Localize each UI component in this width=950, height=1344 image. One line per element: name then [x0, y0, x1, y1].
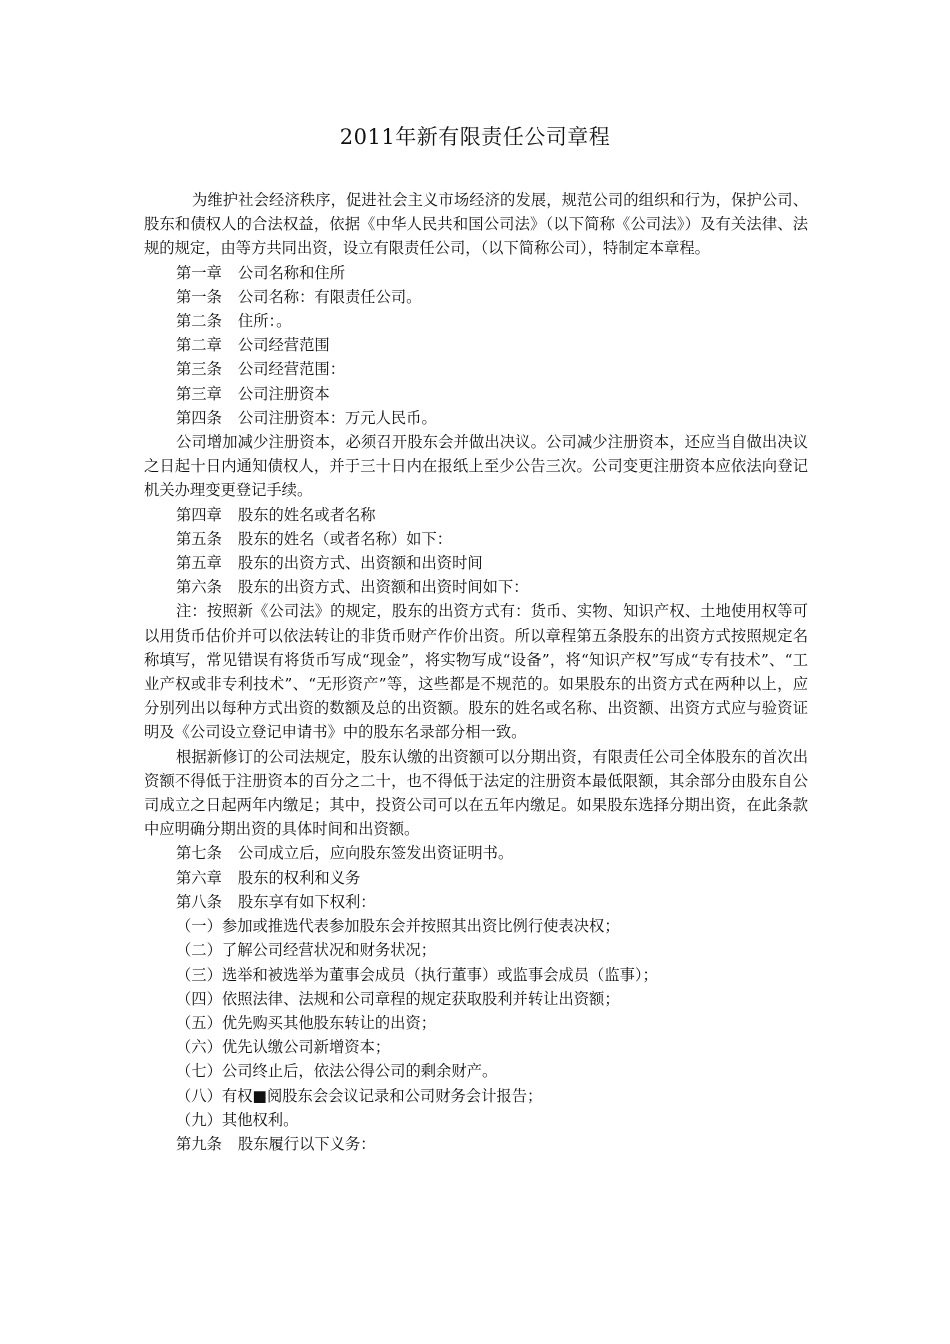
article-number: 第九条 — [176, 1134, 222, 1153]
article-6 — [144, 575, 808, 599]
article-number: 第八条 — [176, 892, 222, 911]
rights-list-item: （三）选举和被选举为董事会成员（执行董事）或监事会成员（监事）； — [176, 965, 658, 984]
chapter-number: 第一章 — [176, 263, 222, 282]
article-7 — [144, 841, 808, 865]
chapter-number: 第二章 — [176, 336, 222, 355]
article-5 — [144, 527, 808, 551]
article-number: 第七条 — [176, 844, 222, 863]
rights-list-item: （一）参加或推选代表参加股东会并按照其出资比例行使表决权； — [176, 917, 620, 936]
rights-list-item: （八）有权■阅股东会会议记录和公司财务会计报告； — [176, 1086, 543, 1105]
capital-change-paragraph: 公司增加减少注册资本，必须召开股东会并做出决议。公司减少注册资本，还应当自做出决议之日起十日内通知债权人，并于三十日内在报纸上至少公告三次。公司变更注册资本应依法向登记机关办理变更登记手续。 — [144, 433, 808, 500]
installment-paragraph: 根据新修订的公司法规定，股东认缴的出资额可以分期出资，有限责任公司全体股东的首次出资额不得低于注册资本的百分之二十，也不得低于法定的注册资本最低限额，其余部分由股东自公司成立之日起两年内缴足；其中，投资公司可以在五年内缴足。如果股东选择分期出资，在此条款中应明确分期出资的具体时间和出资额。 — [144, 747, 808, 839]
chapter-5 — [144, 551, 808, 575]
article-9 — [144, 1132, 808, 1156]
chapter-heading: 股东的姓名或者名称 — [237, 505, 376, 524]
chapter-number: 第五章 — [176, 554, 222, 573]
chapter-heading: 股东的权利和义务 — [237, 868, 361, 887]
rights-list-item: （九）其他权利。 — [176, 1110, 299, 1129]
chapter-number: 第四章 — [176, 505, 222, 524]
note-paragraph: 注：按照新《公司法》的规定，股东的出资方式有：货币、实物、知识产权、土地使用权等可以用货币估价并可以依法转让的非货币财产作价出资。所以章程第五条股东的出资方式按照规定名称填写，常见错误有将货币写成“现金”，将实物写成“设备”，将“知识产权”写成“专有技术”、“工业产权或非专利技术”、“无形资产”等，这些都是不规范的。如果股东的出资方式在两种以上，应分别列出以每种方式出资的数额及总的出资额。股东的姓名或名称、出资额、出资方式应与验资证明及《公司设立登记申请书》中的股东名录部分相一致。 — [144, 602, 808, 742]
article-number: 第二条 — [176, 312, 222, 331]
article-number: 第五条 — [176, 529, 222, 548]
chapter-heading: 公司名称和住所 — [237, 263, 345, 282]
rights-list-item: （七）公司终止后，依法公得公司的剩余财产。 — [176, 1062, 498, 1081]
article-text: 住所：。 — [237, 312, 292, 331]
chapter-heading: 公司经营范围 — [237, 336, 330, 355]
chapter-3 — [144, 382, 808, 406]
article-2 — [144, 309, 808, 333]
chapter-number: 第六章 — [176, 868, 222, 887]
article-text: 股东享有如下权利： — [237, 892, 376, 911]
rights-list-item: （五）优先购买其他股东转让的出资； — [176, 1013, 437, 1032]
article-number: 第三条 — [176, 360, 222, 379]
document-body — [144, 188, 808, 1156]
preamble-paragraph: 为维护社会经济秩序，促进社会主义市场经济的发展，规范公司的组织和行为，保护公司、股东和债权人的合法权益，依据《中华人民共和国公司法》（以下简称《公司法》）及有关法律、法规的规定，由等方共同出资，设立有限责任公司，（以下简称公司），特制定本章程。 — [144, 191, 808, 258]
article-text: 股东履行以下义务： — [237, 1134, 376, 1153]
article-text: 公司名称：有限责任公司。 — [237, 287, 422, 306]
chapter-4 — [144, 503, 808, 527]
article-number: 第四条 — [176, 408, 222, 427]
article-1 — [144, 285, 808, 309]
document-title: 2011年新有限责任公司章程 — [339, 125, 611, 149]
article-3 — [144, 357, 808, 381]
chapter-heading: 公司注册资本 — [237, 384, 330, 403]
rights-list-item: （二）了解公司经营状况和财务状况； — [176, 941, 437, 960]
article-number: 第一条 — [176, 287, 222, 306]
article-number: 第六条 — [176, 578, 222, 597]
article-text: 股东的出资方式、出资额和出资时间如下： — [237, 578, 529, 597]
chapter-6 — [144, 866, 808, 890]
article-8 — [144, 890, 808, 914]
rights-list-item: （四）依照法律、法规和公司章程的规定获取股利并转让出资额； — [176, 989, 620, 1008]
article-4 — [144, 406, 808, 430]
chapter-1 — [144, 261, 808, 285]
chapter-number: 第三章 — [176, 384, 222, 403]
chapter-2 — [144, 333, 808, 357]
article-text: 公司注册资本：万元人民币。 — [237, 408, 437, 427]
article-text: 股东的姓名（或者名称）如下： — [237, 529, 453, 548]
chapter-heading: 股东的出资方式、出资额和出资时间 — [237, 554, 483, 573]
rights-list-item: （六）优先认缴公司新增资本； — [176, 1038, 391, 1057]
article-text: 公司经营范围： — [237, 360, 345, 379]
article-text: 公司成立后，应向股东签发出资证明书。 — [237, 844, 514, 863]
